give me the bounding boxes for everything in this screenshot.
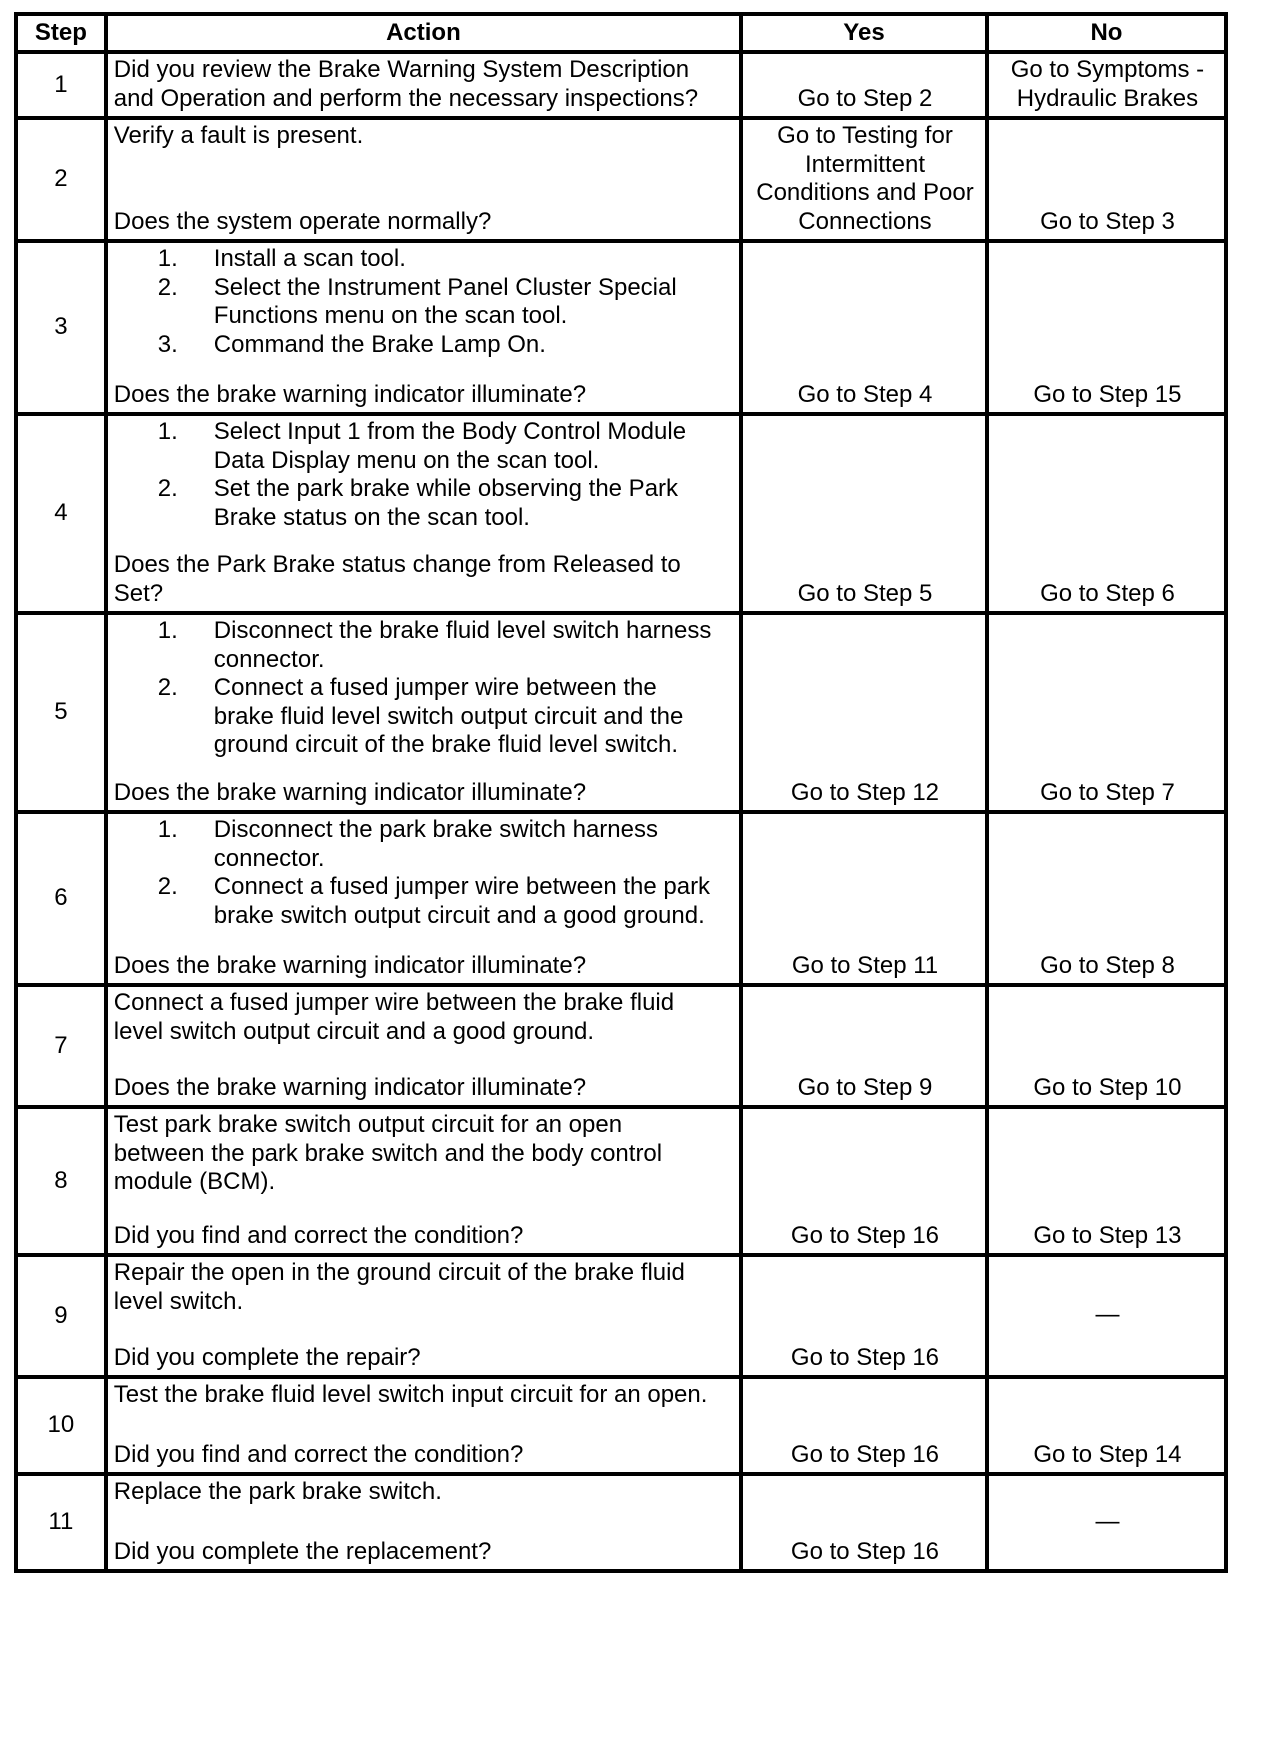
text-line: Select Input 1 from the Body Control Module <box>213 418 687 445</box>
action-cell <box>106 118 741 241</box>
no-cell <box>987 1377 1226 1474</box>
action-cell <box>106 241 741 414</box>
text-line: Go to Step 10 <box>1033 1073 1182 1101</box>
text-line: and Operation and perform the necessary inspections? <box>113 84 699 112</box>
text-line: — <box>1095 1507 1120 1535</box>
text-line: Go to Step 15 <box>1033 380 1182 408</box>
question-text <box>114 1074 735 1103</box>
no-cell <box>987 812 1226 985</box>
table-row <box>16 118 1226 241</box>
text-line: Go to Step 11 <box>791 951 939 979</box>
text-line: level switch. <box>113 1287 244 1315</box>
procedure-item <box>157 816 735 873</box>
text-line: Go to Step 16 <box>790 1440 940 1468</box>
text-line: Connect a fused jumper wire between the brake fluid <box>113 989 675 1016</box>
procedure-list <box>114 418 735 532</box>
yes-cell <box>741 1107 987 1255</box>
text-line: Disconnect the park brake switch harness <box>213 816 658 843</box>
action-cell <box>106 1255 741 1377</box>
no-cell <box>987 414 1226 613</box>
text-line: Repair the open in the ground circuit of the brake fluid <box>113 1259 685 1286</box>
text-line: Brake status on the scan tool. <box>213 503 530 531</box>
table-row <box>16 1107 1226 1255</box>
text-line: Did you review the Brake Warning System Description <box>113 56 690 83</box>
text-line: Go to Step 8 <box>1040 951 1175 979</box>
question-text <box>114 381 735 410</box>
procedure-item-number: 1. <box>157 418 178 445</box>
text-line: Install a scan tool. <box>213 245 406 272</box>
text-line: brake fluid level switch output circuit and the <box>213 702 684 730</box>
text-line: Functions menu on the scan tool. <box>213 302 568 329</box>
procedure-item <box>157 475 735 532</box>
header-yes: Yes <box>741 14 987 52</box>
yes-cell <box>741 1255 987 1377</box>
action-cell <box>106 414 741 613</box>
text-line: Go to Step 4 <box>797 380 933 408</box>
yes-cell <box>741 1377 987 1474</box>
step-number: 6 <box>16 812 106 985</box>
step-number: 4 <box>16 414 106 613</box>
text-line: Connect a fused jumper wire between the park <box>213 873 711 900</box>
table-row <box>16 1474 1226 1571</box>
no-cell <box>987 52 1226 118</box>
procedure-list <box>114 245 735 359</box>
text-line: Set? <box>113 579 164 607</box>
text-line: connector. <box>213 844 325 872</box>
procedure-item-number: 1. <box>157 245 178 272</box>
procedure-item-number: 2. <box>157 873 178 900</box>
text-line: Does the Park Brake status change from Released to <box>113 551 681 578</box>
header-row <box>16 14 1226 52</box>
text-line: Did you find and correct the condition? <box>113 1440 524 1468</box>
header-step: Step <box>16 14 106 52</box>
table-row <box>16 1255 1226 1377</box>
procedure-list <box>114 617 735 760</box>
procedure-item <box>157 330 735 360</box>
step-number: 1 <box>16 52 106 118</box>
step-number: 5 <box>16 613 106 812</box>
text-line: Conditions and Poor <box>756 179 974 206</box>
question-text <box>114 1538 735 1567</box>
table-row <box>16 241 1226 414</box>
text-line: Go to Step 16 <box>790 1221 940 1249</box>
procedure-item <box>157 617 735 674</box>
no-cell <box>987 118 1226 241</box>
text-line: Go to Step 5 <box>797 579 933 607</box>
procedure-item <box>157 873 735 930</box>
text-line: brake switch output circuit and a good ground. <box>213 901 705 929</box>
procedure-item <box>157 418 735 475</box>
no-cell <box>987 985 1226 1107</box>
text-line: Connect a fused jumper wire between the <box>213 674 657 701</box>
action-cell <box>106 52 741 118</box>
text-line: Go to Step 7 <box>1040 778 1175 806</box>
table-row <box>16 812 1226 985</box>
question-text <box>114 1222 735 1251</box>
text-line: connector. <box>213 645 325 673</box>
text-line: Go to Step 2 <box>797 84 933 112</box>
text-line: level switch output circuit and a good ground. <box>113 1017 595 1045</box>
text-line: ground circuit of the brake fluid level switch. <box>213 731 679 758</box>
procedure-item-number: 2. <box>157 674 178 701</box>
text-line: Does the brake warning indicator illuminate? <box>113 1073 587 1101</box>
yes-cell <box>741 1474 987 1571</box>
yes-cell <box>741 414 987 613</box>
text-line: module (BCM). <box>113 1168 276 1195</box>
text-line: Go to Symptoms - <box>1010 56 1205 83</box>
no-cell <box>987 241 1226 414</box>
procedure-item-number: 2. <box>157 273 178 301</box>
yes-cell <box>741 613 987 812</box>
text-line: Hydraulic Brakes <box>1016 84 1199 112</box>
text-line: Does the brake warning indicator illuminate? <box>113 380 587 408</box>
question-text <box>114 1441 735 1470</box>
action-cell <box>106 812 741 985</box>
procedure-item-number: 1. <box>157 816 178 843</box>
text-line: Verify a fault is present. <box>113 122 364 149</box>
question-text <box>114 208 735 237</box>
question-text <box>114 1344 735 1373</box>
text-line: Does the brake warning indicator illuminate? <box>113 778 587 806</box>
table-row <box>16 613 1226 812</box>
text-line: Connections <box>798 207 932 235</box>
text-line: Does the system operate normally? <box>113 207 492 235</box>
text-line: Set the park brake while observing the Park <box>213 475 679 502</box>
no-cell <box>987 1474 1226 1571</box>
table-body <box>16 52 1226 1571</box>
text-line: Go to Step 6 <box>1040 579 1175 607</box>
no-cell <box>987 1255 1226 1377</box>
header-action: Action <box>106 14 741 52</box>
text-line: between the park brake switch and the body control <box>113 1139 663 1167</box>
question-text <box>114 952 735 981</box>
question-text <box>114 779 735 808</box>
table-row <box>16 1377 1226 1474</box>
text-line: Go to Step 13 <box>1033 1221 1182 1249</box>
text-line: Did you find and correct the condition? <box>113 1221 524 1249</box>
procedure-list <box>114 816 735 930</box>
procedure-item <box>157 273 735 331</box>
table-row <box>16 414 1226 613</box>
action-cell <box>106 1107 741 1255</box>
text-line: Data Display menu on the scan tool. <box>213 446 600 474</box>
procedure-item-number: 2. <box>157 475 178 502</box>
header-no: No <box>987 14 1226 52</box>
step-number: 7 <box>16 985 106 1107</box>
procedure-item <box>157 674 735 760</box>
text-line: — <box>1095 1301 1120 1329</box>
text-line: Select the Instrument Panel Cluster Special <box>213 273 677 301</box>
text-line: Test park brake switch output circuit for an open <box>113 1111 623 1138</box>
step-number: 3 <box>16 241 106 414</box>
step-number: 10 <box>16 1377 106 1474</box>
text-line: Go to Step 9 <box>797 1073 933 1101</box>
yes-cell <box>741 812 987 985</box>
text-line: Go to Step 16 <box>790 1343 940 1371</box>
text-line: Go to Step 14 <box>1033 1440 1182 1468</box>
text-line: Disconnect the brake fluid level switch harness <box>213 617 712 644</box>
action-cell <box>106 613 741 812</box>
text-line: Did you complete the replacement? <box>113 1537 492 1565</box>
text-line: Intermittent <box>804 150 925 178</box>
text-line: Command the Brake Lamp On. <box>213 330 546 358</box>
text-line: Go to Testing for <box>777 122 953 149</box>
step-number: 11 <box>16 1474 106 1571</box>
yes-cell <box>741 118 987 241</box>
action-cell <box>106 985 741 1107</box>
diagnostic-table <box>14 12 1228 1573</box>
action-cell <box>106 1474 741 1571</box>
no-cell <box>987 613 1226 812</box>
text-line: Test the brake fluid level switch input circuit for an open. <box>113 1381 708 1408</box>
text-line: Go to Step 12 <box>790 778 940 806</box>
question-text <box>114 551 735 608</box>
step-number: 9 <box>16 1255 106 1377</box>
table-row <box>16 985 1226 1107</box>
text-line: Did you complete the repair? <box>113 1343 421 1371</box>
action-cell <box>106 1377 741 1474</box>
step-number: 2 <box>16 118 106 241</box>
procedure-item-number: 3. <box>157 330 178 358</box>
text-line: Go to Step 3 <box>1040 207 1175 235</box>
no-cell <box>987 1107 1226 1255</box>
yes-cell <box>741 52 987 118</box>
procedure-item <box>157 245 735 274</box>
table-row <box>16 52 1226 118</box>
text-line: Replace the park brake switch. <box>113 1478 442 1505</box>
text-line: Go to Step 16 <box>790 1537 940 1565</box>
step-number: 8 <box>16 1107 106 1255</box>
yes-cell <box>741 241 987 414</box>
procedure-item-number: 1. <box>157 617 178 644</box>
text-line: Does the brake warning indicator illuminate? <box>113 951 587 979</box>
yes-cell <box>741 985 987 1107</box>
